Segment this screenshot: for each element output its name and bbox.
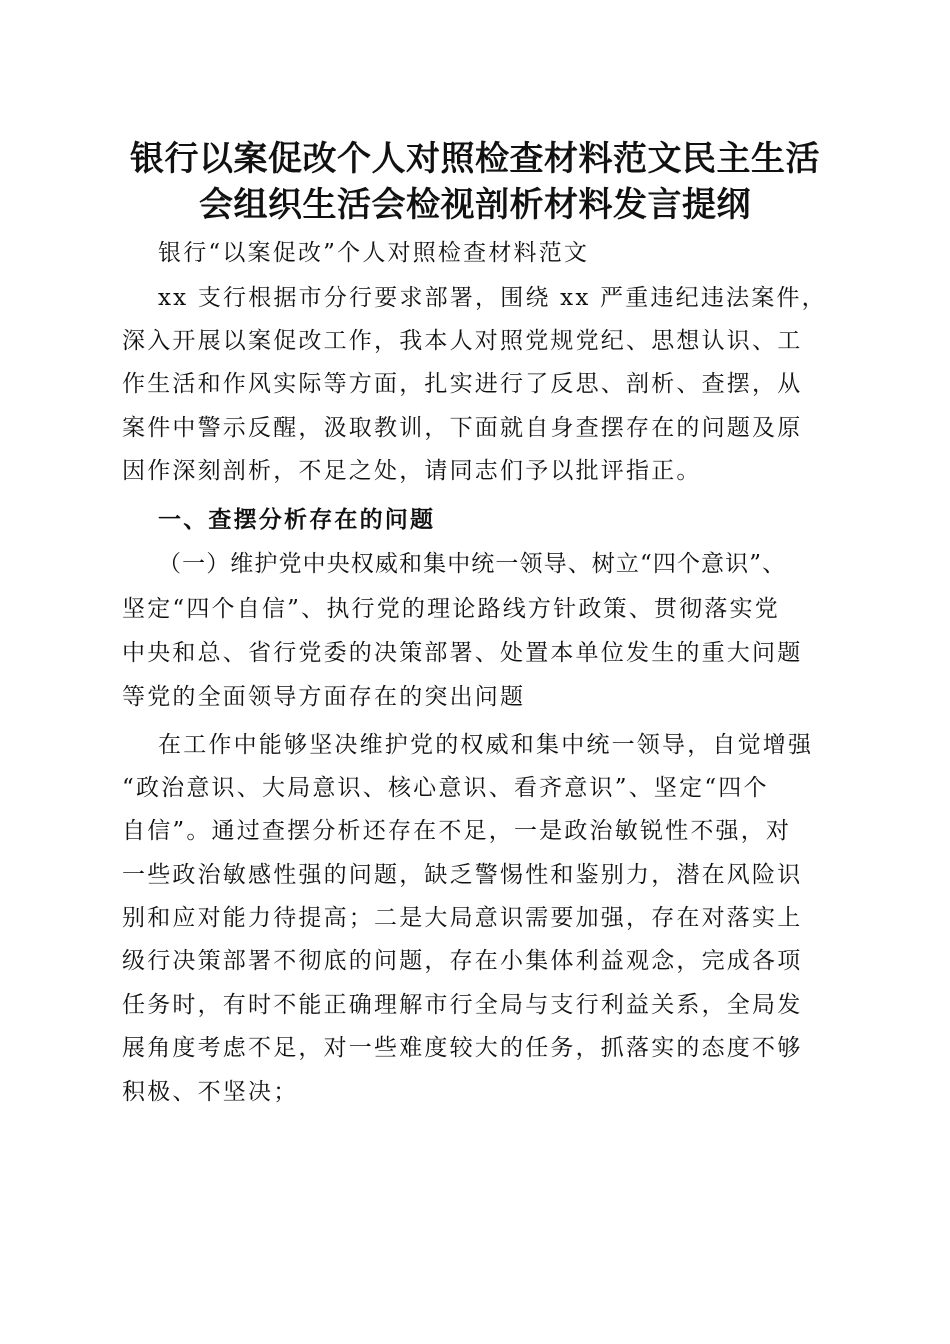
body-line-2: “政治意识、大局意识、核心意识、看齐意识”、坚定“四个	[122, 775, 769, 801]
section-heading: 一、查摆分析存在的问题	[158, 506, 436, 533]
document-title-line-2: 会组织生活会检视剖析材料发言提纲	[199, 185, 751, 225]
body-line-5: 别和应对能力待提高；二是大局意识需要加强，存在对落实上	[122, 905, 803, 931]
intro-line-1: xx 支行根据市分行要求部署，围绕 xx 严重违纪违法案件，	[158, 285, 827, 311]
body-line-3: 自信”。通过查摆分析还存在不足，一是政治敏锐性不强，对	[122, 818, 792, 844]
intro-line-3: 作生活和作风实际等方面，扎实进行了反思、剖析、查摆，从	[122, 371, 803, 397]
body-line-9: 积极、不坚决；	[122, 1079, 299, 1105]
subsection-line-3: 中央和总、省行党委的决策部署、处置本单位发生的重大问题	[122, 640, 803, 666]
body-line-1: 在工作中能够坚决维护党的权威和集中统一领导，自觉增强	[158, 732, 814, 758]
subsection-line-1: （一）维护党中央权威和集中统一领导、树立“四个意识”、	[158, 551, 787, 577]
intro-line-4: 案件中警示反醒，汲取教训，下面就自身查摆存在的问题及原	[122, 415, 803, 441]
body-line-4: 一些政治敏感性强的问题，缺乏警惕性和鉴别力，潜在风险识	[122, 862, 803, 888]
body-line-7: 任务时，有时不能正确理解市行全局与支行利益关系，全局发	[122, 992, 803, 1018]
intro-line-2: 深入开展以案促改工作，我本人对照党规党纪、思想认识、工	[122, 328, 803, 354]
subsection-line-4: 等党的全面领导方面存在的突出问题	[122, 684, 526, 710]
intro-line-5: 因作深刻剖析，不足之处，请同志们予以批评指正。	[122, 458, 702, 484]
document-title-line-1: 银行以案促改个人对照检查材料范文民主生活	[130, 139, 820, 179]
subsection-line-2: 坚定“四个自信”、执行党的理论路线方针政策、贯彻落实党	[122, 596, 780, 622]
body-line-8: 展角度考虑不足，对一些难度较大的任务，抓落实的态度不够	[122, 1035, 803, 1061]
body-line-6: 级行决策部署不彻底的问题，存在小集体利益观念，完成各项	[122, 948, 803, 974]
document-subtitle: 银行“以案促改”个人对照检查材料范文	[158, 240, 590, 266]
